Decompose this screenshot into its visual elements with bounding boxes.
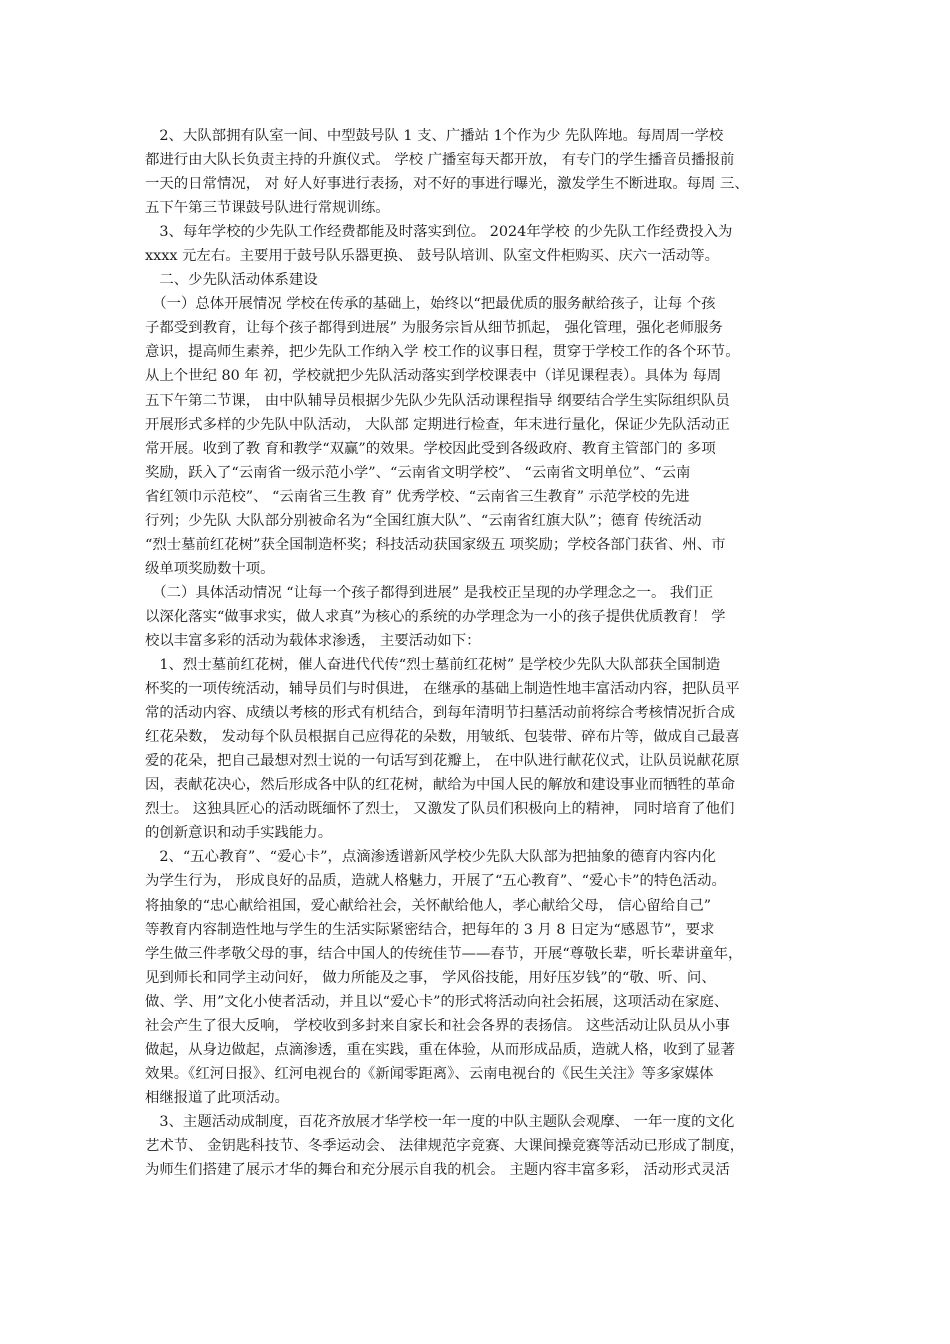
text-line: 爱的花朵，把自己最想对烈士说的一句话写到花瓣上， 在中队进行献花仪式，让队员说献花原 <box>145 753 740 770</box>
text-line: 因，表献花决心，然后形成各中队的红花树，献给为中国人民的解放和建设事业而牺牲的革命 <box>145 777 736 794</box>
text-line: （二）具体活动情况 “让每一个孩子都得到进展” 是我校正呈现的办学理念之一。 我们正 <box>145 584 714 601</box>
text-line: 的创新意识和动手实践能力。 <box>145 825 333 842</box>
text-line: 做、学、用”文化小使者活动，并且以“爱心卡”的形式将活动向社会拓展，这项活动在家庭、 <box>145 993 729 1010</box>
text-line: 做起，从身边做起，点滴渗透，重在实践，重在体验，从而形成品质，造就人格，收到了显著 <box>145 1041 736 1058</box>
text-line: 校以丰富多彩的活动为载体求渗透， 主要活动如下： <box>145 632 481 649</box>
text-line: 杯奖的一项传统活动，辅导员们与时俱进， 在继承的基础上制造性地丰富活动内容，把队员平 <box>145 681 740 698</box>
text-line: “烈士墓前红花树”获全国制造杯奖；科技活动获国家级五 项奖励；学校各部门获省、州、市 <box>145 536 726 553</box>
text-line: 级单项奖励数十项。 <box>145 560 275 577</box>
text-line: 相继报道了此项活动。 <box>145 1089 289 1106</box>
text-line: 艺术节、 金钥匙科技节、冬季运动会、 法律规范字竞赛、大课间操竞赛等活动已形成了制度， <box>145 1137 745 1154</box>
text-line: 常开展。收到了教 育和教学“双赢”的效果。学校因此受到各级政府、教育主管部门的 多项 <box>145 440 716 457</box>
text-line: 2、大队部拥有队室一间、中型鼓号队 1 支、广播站 1个作为少 先队阵地。每周周一学校 <box>145 128 724 144</box>
text-line: 红花朵数， 发动每个队员根据自己应得花的朵数，用皱纸、包装带、碎布片等，做成自己最喜 <box>145 729 740 746</box>
text-line: 3、每年学校的少先队工作经费都能及时落实到位。 2024年学校 的少先队工作经费投入为 <box>145 224 733 241</box>
text-line: 一天的日常情况， 对 好人好事进行表扬，对不好的事进行曝光，激发学生不断进取。每周 三、 <box>145 176 749 193</box>
text-line: 五下午第三节课鼓号队进行常规训练。 <box>145 200 390 217</box>
text-line: 见到师长和同学主动问好， 做力所能及之事， 学风俗技能，用好压岁钱”的“敬、听、问、 <box>145 969 716 986</box>
text-line: 奖励，跃入了“云南省一级示范小学”、“云南省文明学校”、 “云南省文明单位”、“云南 <box>145 464 691 481</box>
text-line: 省红领巾示范校”、 “云南省三生教 育” 优秀学校、“云南省三生教育” 示范学校的先进 <box>145 488 690 505</box>
text-line: 3、主题活动成制度，百花齐放展才华学校一年一度的中队主题队会观摩、 一年一度的文化 <box>145 1113 735 1130</box>
text-line: 行列；少先队 大队部分别被命名为“全国红旗大队”、“云南省红旗大队”；德育 传统活动 <box>145 512 702 529</box>
text-line: 常的活动内容、成绩以考核的形式有机结合，到每年清明节扫墓活动前将综合考核情况折合成 <box>145 705 736 722</box>
text-line: 社会产生了很大反响， 学校收到多封来自家长和社会各界的表扬信。 这些活动让队员从小事 <box>145 1017 730 1034</box>
text-line: 将抽象的“忠心献给祖国，爱心献给社会，关怀献给他人，孝心献给父母， 信心留给自己” <box>145 897 712 914</box>
text-line: 为学生行为， 形成良好的品质，造就人格魅力，开展了“五心教育”、“爱心卡”的特色活动。 <box>145 873 726 890</box>
document-body <box>145 124 810 1182</box>
text-line: 效果。《红河日报》、红河电视台的《新闻零距离》、云南电视台的《民生关注》等多家媒体 <box>145 1065 714 1082</box>
text-line: 以深化落实“做事求实，做人求真”为核心的系统的办学理念为一小的孩子提供优质教育！ 学 <box>145 608 726 625</box>
text-line: 二、少先队活动体系建设 <box>145 272 318 289</box>
text-line: 学生做三件孝敬父母的事，结合中国人的传统佳节——春节，开展“尊敬长辈，听长辈讲童年， <box>145 945 743 962</box>
text-line: 为师生们搭建了展示才华的舞台和充分展示自我的机会。 主题内容丰富多彩， 活动形式灵活 <box>145 1162 730 1179</box>
text-line: xxxx 元左右。主要用于鼓号队乐器更换、 鼓号队培训、队室文件柜购买、庆六一活动等。 <box>145 248 720 265</box>
text-line: 2、“五心教育”、“爱心卡”，点滴渗透谱新风学校少先队大队部为把抽象的德育内容内化 <box>145 849 717 866</box>
text-line: 五下午第二节课， 由中队辅导员根据少先队少先队活动课程指导 纲要结合学生实际组织队员 <box>145 392 730 409</box>
text-line: 1、烈士墓前红花树，催人奋进代代传“烈士墓前红花树” 是学校少先队大队部获全国制造 <box>145 657 721 674</box>
text-line: 都进行由大队长负责主持的升旗仪式。 学校 广播室每天都开放， 有专门的学生播音员播报前 <box>145 152 735 169</box>
text-line: 开展形式多样的少先队中队活动， 大队部 定期进行检查，年末进行量化，保证少先队活动正 <box>145 416 730 433</box>
text-line: 子都受到教育，让每个孩子都得到进展” 为服务宗旨从细节抓起， 强化管理，强化老师服务 <box>145 320 723 337</box>
text-line: 烈士。 这独具匠心的活动既缅怀了烈士， 又激发了队员们积极向上的精神， 同时培育了他们 <box>145 801 735 818</box>
text-line: 意识，提高师生素养，把少先队工作纳入学 校工作的议事日程，贯穿于学校工作的各个环节。 <box>145 344 740 361</box>
text-line: （一）总体开展情况 学校在传承的基础上，始终以“把最优质的服务献给孩子，让每 个孩 <box>145 296 716 313</box>
text-line: 从上个世纪 80 年 初，学校就把少先队活动落实到学校课表中（详见课程表）。具体为 每周 <box>145 368 722 385</box>
text-line: 等教育内容制造性地与学生的生活实际紧密结合，把每年的 3 月 8 日定为“感恩节”，要求 <box>145 921 715 938</box>
